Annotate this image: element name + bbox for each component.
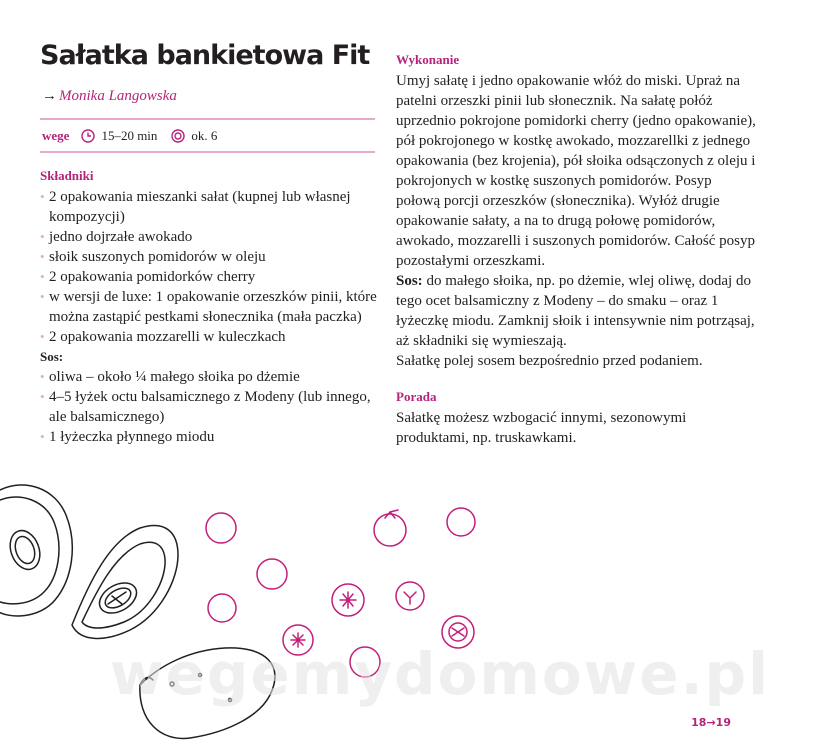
method-sauce-text: do małego słoika, np. po dżemie, wlej oliwę, dodaj do tego ocet balsamiczny z Modeny – do smaku – oraz 1 łyżeczkę miodu. Zamknij słoik i intensywnie nim potrząsaj, aż składniki się wymieszają. bbox=[396, 273, 755, 349]
author-name: Monika Langowska bbox=[59, 88, 177, 104]
avocado-illustration bbox=[72, 526, 178, 639]
method-text: Umyj sałatę i jedno opakowanie włóż do miski. Upraż na patelni orzeszki pinii lub słonecznik. Na sałatę połóż uprzednio pokrojone pomidorki cherry (jedno opakowanie), pół pokrojonego w kostkę awokado, mozzarellki z jednego opakowania (bez krojenia), pół słoika odsączonych z oleju i pokrojonych w kostkę suszonych pomidorów. Posyp połową porcji orzeszków (słonecznika). Wyłóż drugie opakowanie sałaty, a na to drugą połowę pomidorów, awokado, mozzarelli i suszonych pomidorów. Całość posyp pozostałymi orzeszkami. bbox=[396, 73, 756, 269]
divider-top bbox=[40, 118, 375, 120]
author-arrow: → bbox=[42, 88, 57, 104]
recipe-meta bbox=[42, 125, 217, 147]
method-sauce bbox=[396, 271, 758, 351]
watermark: wegemydomowe.pl bbox=[110, 640, 771, 708]
list-item: • w wersji de luxe: 1 opakowanie orzeszków pinii, które można zastąpić pestkami słonecznika (mała paczka) bbox=[40, 287, 380, 327]
method-closing: Sałatkę polej sosem bezpośrednio przed podaniem. bbox=[396, 353, 703, 369]
method-section bbox=[396, 50, 758, 448]
diet-tag: wege bbox=[42, 128, 70, 143]
tomato-illustration bbox=[396, 582, 424, 610]
prep-time: 15–20 min bbox=[101, 128, 158, 143]
sauce-list bbox=[40, 367, 380, 447]
tomato-illustration bbox=[374, 510, 406, 546]
servings-count: ok. 6 bbox=[191, 128, 218, 143]
food-illustration bbox=[0, 470, 833, 750]
list-item: • 2 opakowania mieszanki sałat (kupnej lub własnej kompozycji) bbox=[40, 187, 380, 227]
tip-text: Sałatkę możesz wzbogacić innymi, sezonowymi produktami, np. truskawkami. bbox=[396, 410, 687, 446]
ingredients-heading: Składniki bbox=[40, 168, 94, 183]
list-item: • słoik suszonych pomidorów w oleju bbox=[40, 247, 380, 267]
list-item: • 2 opakowania mozzarelli w kuleczkach bbox=[40, 327, 380, 347]
recipe-title: Sałatka bankietowa Fit bbox=[40, 40, 370, 71]
servings-icon bbox=[171, 129, 185, 143]
ingredients-list bbox=[40, 187, 380, 347]
tomato-illustration bbox=[332, 584, 364, 616]
mozzarella-illustration bbox=[206, 513, 236, 543]
mozzarella-illustration bbox=[208, 594, 236, 622]
list-item: • 4–5 łyżek octu balsamicznego z Modeny (lub innego, ale balsamicznego) bbox=[40, 387, 380, 427]
list-item: • 1 łyżeczka płynnego miodu bbox=[40, 427, 380, 447]
avocado-illustration bbox=[0, 485, 72, 616]
tip-heading: Porada bbox=[396, 389, 437, 404]
list-item: • 2 opakowania pomidorków cherry bbox=[40, 267, 380, 287]
recipe-author bbox=[42, 88, 177, 105]
divider-bottom bbox=[40, 151, 375, 153]
list-item: • oliwa – około ¼ małego słoika po dżemie bbox=[40, 367, 380, 387]
page-numbers: 18→19 bbox=[691, 716, 731, 729]
sauce-heading: Sos: bbox=[40, 349, 64, 364]
mozzarella-illustration bbox=[257, 559, 287, 589]
method-sauce-label: Sos: bbox=[396, 273, 423, 289]
method-heading: Wykonanie bbox=[396, 52, 460, 67]
mozzarella-illustration bbox=[447, 508, 475, 536]
list-item: • jedno dojrzałe awokado bbox=[40, 227, 380, 247]
ingredients-section bbox=[40, 166, 380, 447]
clock-icon bbox=[81, 129, 95, 143]
